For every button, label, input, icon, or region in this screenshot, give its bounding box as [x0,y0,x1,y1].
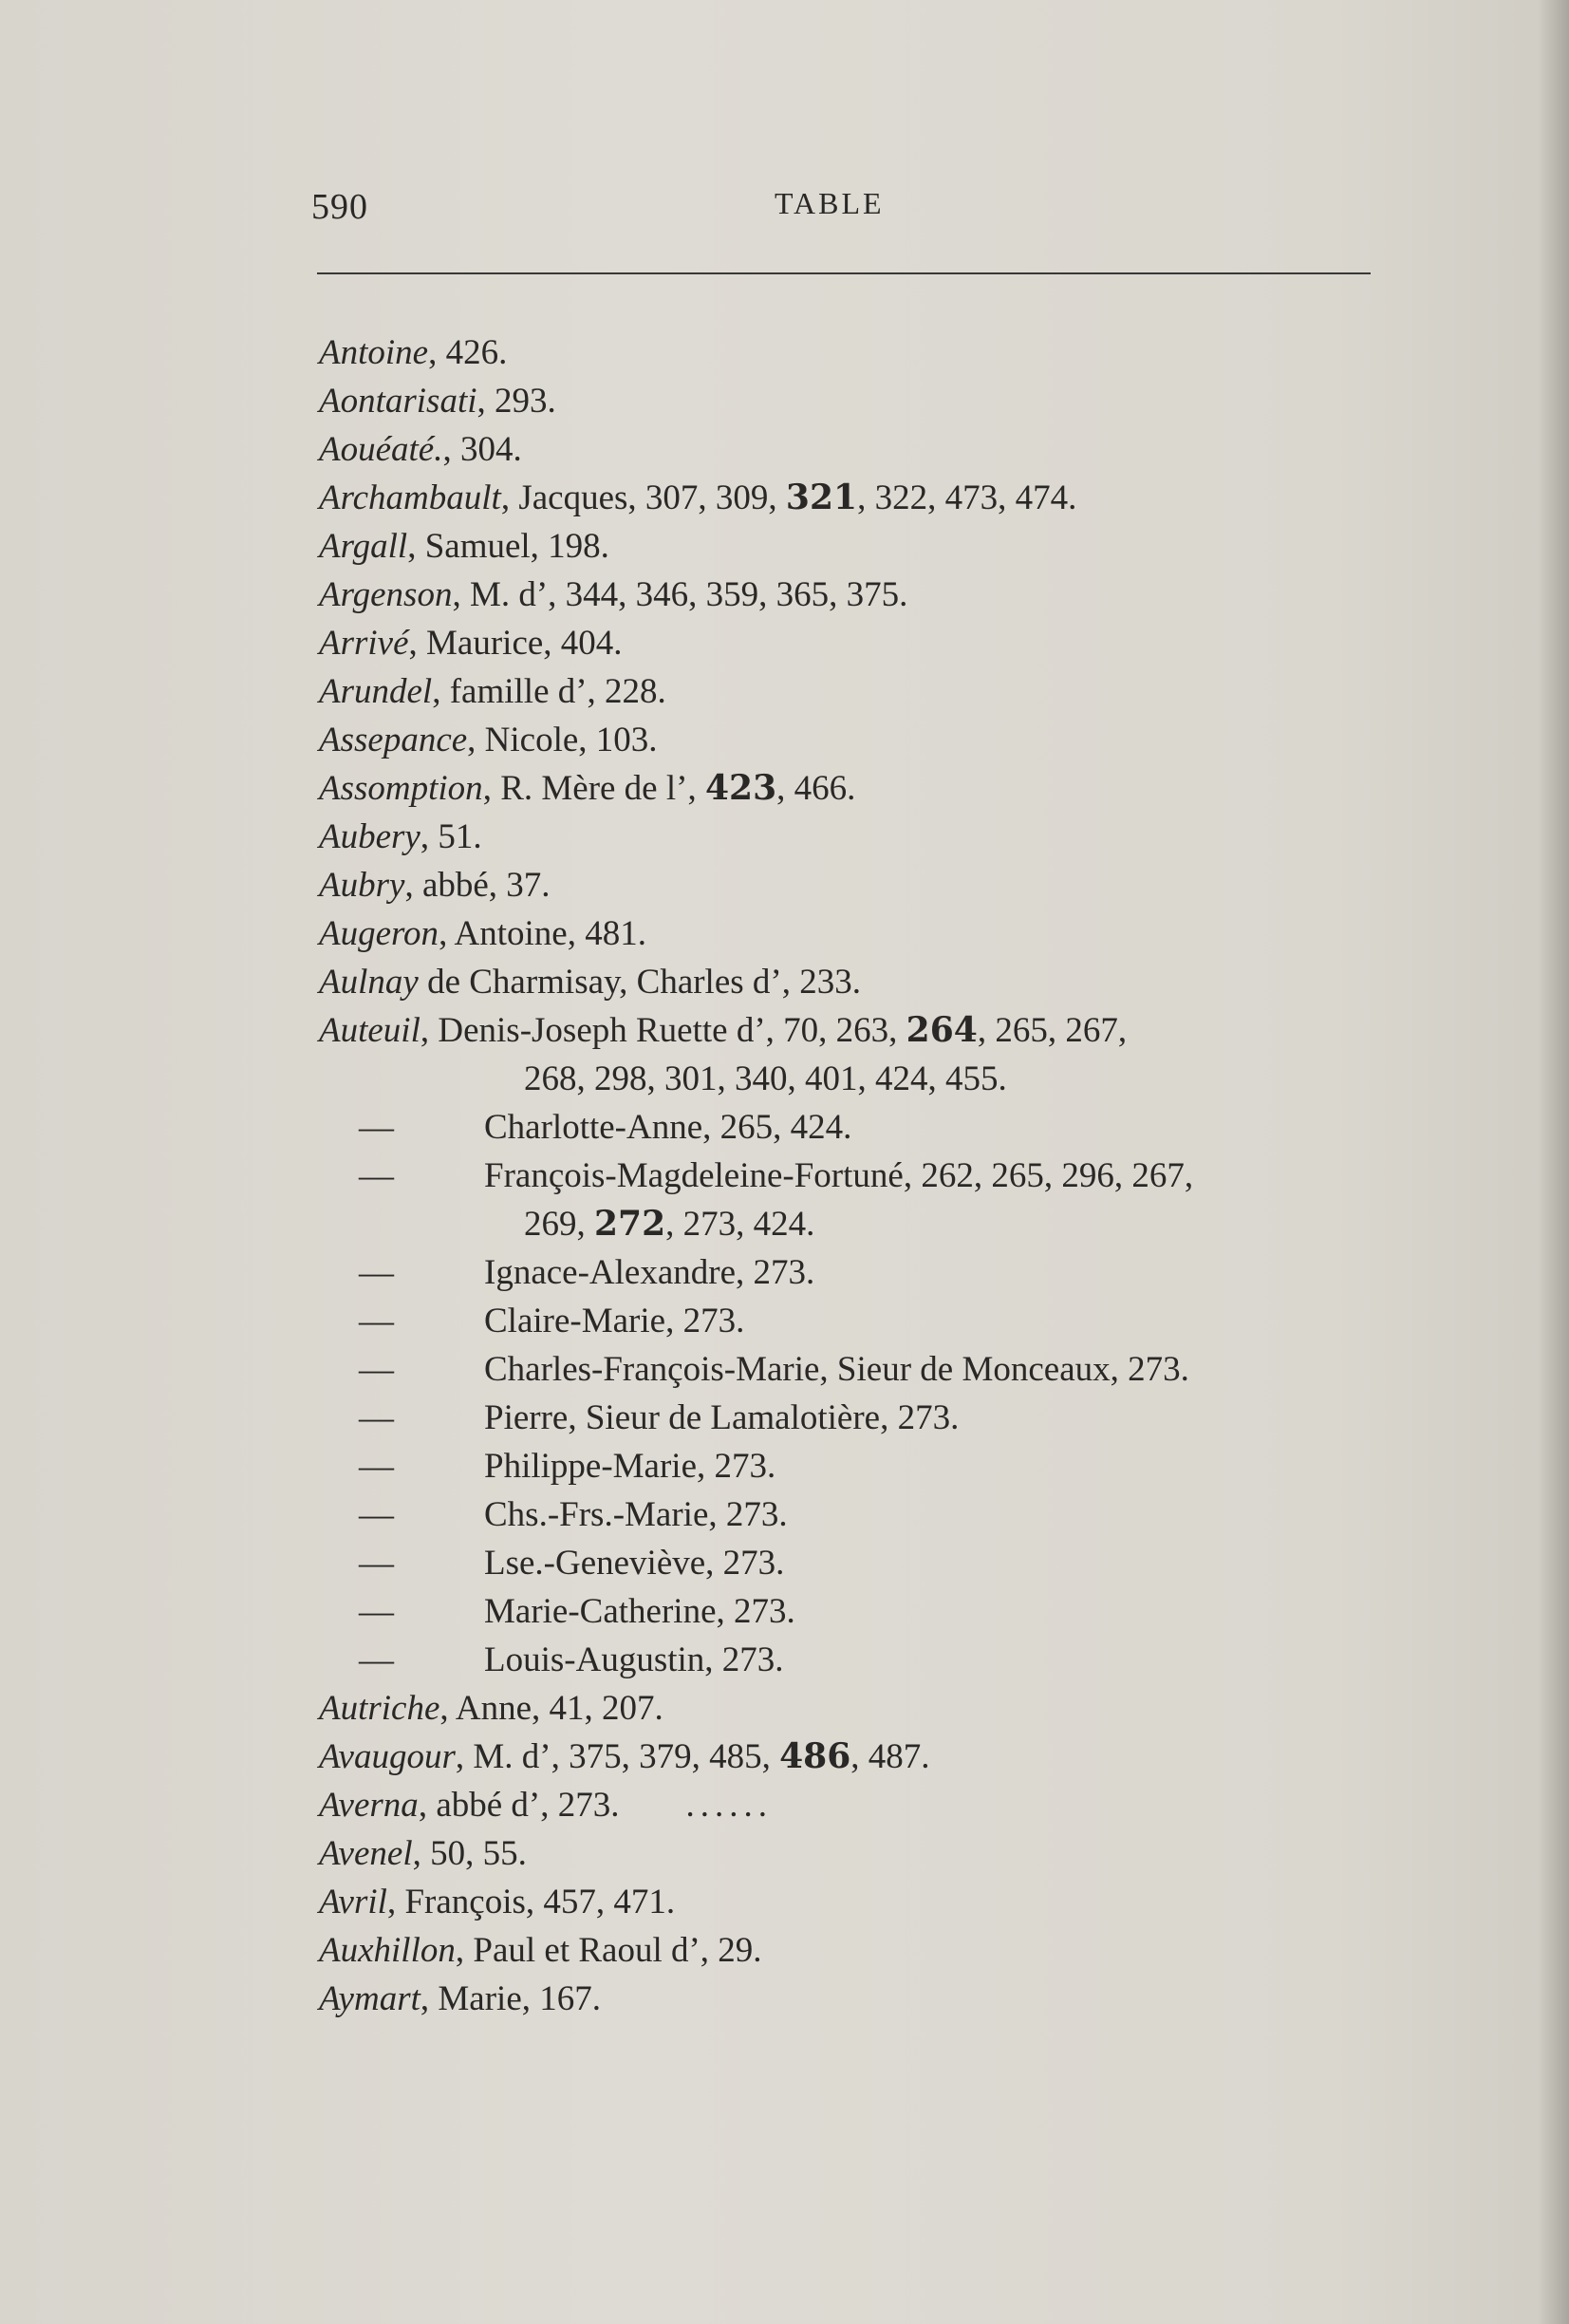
entry-name: Aouéaté. [319,430,443,469]
entry-name: Argall [319,527,408,566]
running-head: TABLE [775,186,885,220]
sub-entry-text: Philippe-Marie, 273. [484,1447,776,1486]
entry-text: , 265, 267, [977,1011,1128,1050]
sub-entry [319,1539,1382,1587]
entry-name: Aubry [319,866,405,905]
entry-text: , 322, 473, 474. [857,478,1077,517]
entry-name: Averna [319,1786,419,1825]
continuation-text: 269, [524,1205,594,1244]
entry-name: Arrivé [319,624,409,663]
sub-entry-dash: — [359,1544,394,1583]
entry-bold-page: 423 [704,768,777,808]
index-entry [319,1684,1382,1733]
sub-entry-dash: — [359,1253,394,1292]
entry-text: , 487. [850,1737,930,1776]
continuation-text: , 273, 424. [665,1205,815,1244]
sub-entry-dash: — [359,1640,394,1679]
index-entry [319,764,1382,813]
sub-entry-text: Charlotte-Anne, 265, 424. [484,1108,852,1147]
entry-name: Argenson [319,575,453,614]
sub-entry-text: Ignace-Alexandre, 273. [484,1253,815,1292]
sub-entry-dash: — [359,1447,394,1486]
entry-name: Avaugour [319,1737,456,1776]
entry-text: , Marie, 167. [420,1979,601,2018]
sub-entry-dash: — [359,1156,394,1195]
sub-entry [319,1103,1382,1152]
page-number: 590 [311,187,368,227]
entry-bold-page: 264 [906,1010,978,1050]
sub-entry [319,1297,1382,1345]
entry-text: , François, 457, 471. [386,1883,676,1921]
entry-text: de Charmisay, Charles d’, 233. [418,963,861,1002]
entry-text: , Samuel, 198. [407,527,609,566]
index-entry [319,1006,1382,1103]
entry-text: , Nicole, 103. [467,721,658,759]
index-entry [319,1733,1382,1781]
entry-name: Aulnay [319,963,419,1002]
entry-text: , famille d’, 228. [432,672,666,711]
header-rule [317,272,1371,274]
sub-entry-continuation [524,1200,814,1248]
sub-entry-text: Pierre, Sieur de Lamalotière, 273. [484,1398,960,1437]
entry-name: Aymart [319,1979,420,2018]
index-entry [319,716,1382,764]
index-entry [319,328,1382,377]
sub-entry-text: Marie-Catherine, 273. [484,1592,795,1631]
index-entry [319,474,1382,522]
sub-entry-dash: — [359,1592,394,1631]
sub-entry [319,1345,1382,1394]
entry-name: Aontarisati [319,382,477,421]
entry-bold-page: 486 [779,1736,851,1776]
sub-entry-dash: — [359,1350,394,1389]
entry-name: Avril [319,1883,387,1921]
entry-text: , M. d’, 375, 379, 485, [455,1737,780,1776]
entry-name: Augeron [319,914,439,953]
index-entry [319,425,1382,474]
index-entry [319,667,1382,716]
index-entry [319,909,1382,958]
sub-entry [319,1587,1382,1636]
page-edge [1537,0,1569,2324]
index-entry [319,958,1382,1006]
entry-text: , Paul et Raoul d’, 29. [455,1931,762,1970]
entry-text: , 304. [442,430,522,469]
entry-name: Arundel [319,672,433,711]
index-entries [319,328,1382,2023]
entry-name: Assomption [319,769,483,808]
sub-entry-text: Claire-Marie, 273. [484,1302,745,1340]
entry-name: Archambault [319,478,501,517]
entry-text: , 466. [776,769,856,808]
sub-entry-text: Chs.-Frs.-Marie, 273. [484,1495,788,1534]
entry-text: , abbé d’, 273. [418,1786,620,1825]
entry-text: , Anne, 41, 207. [439,1689,663,1728]
entry-name: Avenel [319,1834,413,1873]
sub-entry-dash: — [359,1398,394,1437]
sub-entry [319,1442,1382,1490]
index-entry [319,1829,1382,1878]
entry-text: , 293. [476,382,556,421]
sub-entry [319,1490,1382,1539]
index-entry [319,1926,1382,1975]
index-entry [319,861,1382,909]
sub-entry-text: Louis-Augustin, 273. [484,1640,784,1679]
entry-text: , Jacques, 307, 309, [500,478,786,517]
entry-text: , 50, 55. [412,1834,527,1873]
index-entry [319,1878,1382,1926]
sub-entry-dash: — [359,1302,394,1340]
index-entry [319,571,1382,619]
entry-name: Assepance [319,721,468,759]
sub-entry-text: François-Magdeleine-Fortuné, 262, 265, 296, 267, [484,1156,1194,1195]
entry-bold-page: 272 [594,1204,666,1244]
sub-entry-text: Lse.-Geneviève, 273. [484,1544,785,1583]
entry-text: , Denis-Joseph Ruette d’, 70, 263, [420,1011,906,1050]
index-entry [319,1975,1382,2023]
index-entry [319,619,1382,667]
index-entry [319,377,1382,425]
entry-text: , R. Mère de l’, [482,769,705,808]
entry-name: Auxhillon [319,1931,456,1970]
index-entry [319,522,1382,571]
sub-entry [319,1636,1382,1684]
sub-entry-dash: — [359,1495,394,1534]
index-entry [319,813,1382,861]
sub-entry [319,1152,1382,1248]
sub-entry-text: Charles-François-Marie, Sieur de Monceaux, 273. [484,1350,1189,1389]
entry-name: Autriche [319,1689,440,1728]
entry-name: Antoine [319,333,429,372]
sub-entry [319,1394,1382,1442]
entry-text: , 51. [420,817,482,856]
dot-leader: ...... [685,1786,773,1825]
entry-text: , Maurice, 404. [408,624,623,663]
entry-continuation: 268, 298, 301, 340, 401, 424, 455. [524,1059,1007,1098]
index-entry [319,1781,1382,1829]
sub-entry-dash: — [359,1108,394,1147]
entry-text: , Antoine, 481. [439,914,646,953]
entry-text: , abbé, 37. [404,866,551,905]
entry-name: Aubery [319,817,420,856]
entry-text: , M. d’, 344, 346, 359, 365, 375. [452,575,908,614]
sub-entry [319,1248,1382,1297]
entry-text: , 426. [428,333,508,372]
entry-bold-page: 321 [785,478,858,517]
entry-name: Auteuil [319,1011,420,1050]
